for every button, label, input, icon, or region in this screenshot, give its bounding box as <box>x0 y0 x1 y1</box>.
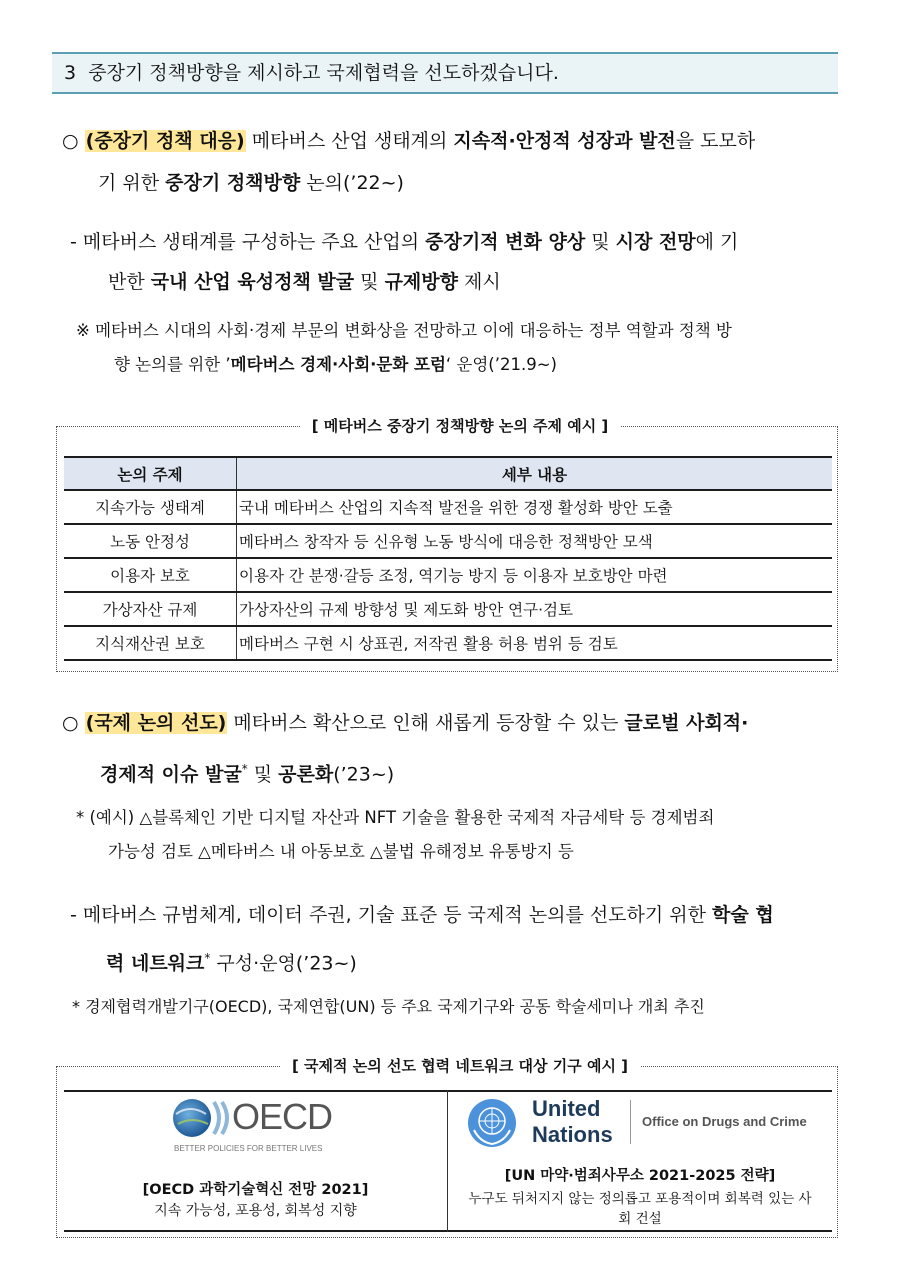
bullet1-text2: 을 도모하 <box>675 130 756 152</box>
topics-caption: [ 메타버스 중장기 정책방향 논의 주제 예시 ] <box>300 417 621 435</box>
bullet2-text: 메타버스 확산으로 인해 새롭게 등장할 수 있는 <box>227 712 625 734</box>
dash: - <box>70 904 77 926</box>
sub2-text: 메타버스 규범체계, 데이터 주권, 기술 표준 등 국제적 논의를 선도하기 위한 <box>76 904 713 926</box>
bullet1-line2-a: 기 위한 <box>98 172 166 194</box>
bullet2-bold2: 경제적 이슈 발굴 <box>100 763 242 786</box>
sub2-bold1: 학술 협 <box>712 904 774 926</box>
sub2-bold2: 력 네트워크 <box>106 952 205 975</box>
orgs-caption-wrap <box>0 1055 900 1076</box>
note2-line1: * (예시) △블록체인 기반 디지털 자산과 NFT 기술을 활용한 국제적 자금세탁 등 경제범죄 <box>76 808 715 827</box>
section-number: 3 <box>64 62 77 84</box>
note1-l2b: ‘ 운영(’21.9~) <box>445 355 557 374</box>
note1-line2 <box>114 351 557 379</box>
sub2-line1 <box>70 900 774 930</box>
sub1-l2b: 및 <box>354 271 385 293</box>
oecd-logo-text: OECD <box>232 1096 333 1137</box>
un-desc-line2: 회 건설 <box>618 1211 662 1227</box>
sub1-text1: 메타버스 생태계를 구성하는 주요 산업의 <box>76 231 426 253</box>
topics-header-detail: 세부 내용 <box>237 457 833 490</box>
bullet2-l2b: (’23~) <box>333 763 395 786</box>
un-logo-line2: Nations <box>532 1122 613 1147</box>
detail-cell: 이용자 간 분쟁·갈등 조정, 역기능 방지 등 이용자 보호방안 마련 <box>237 558 833 592</box>
topics-header-row <box>64 457 832 490</box>
table-row <box>64 558 832 592</box>
topic-cell: 지속가능 생태계 <box>64 490 237 524</box>
bullet2-bold3: 공론화 <box>278 763 334 786</box>
bullet2-bold1: 글로벌 사회적· <box>624 712 749 734</box>
note1-text: 메타버스 시대의 사회·경제 부문의 변화상을 전망하고 이에 대응하는 정부 역할과 정책 방 <box>89 321 732 340</box>
reference-mark: ※ <box>76 321 90 340</box>
sub1-bold1: 중장기적 변화 양상 <box>425 231 586 253</box>
detail-cell: 메타버스 창작자 등 신유형 노동 방식에 대응한 정책방안 모색 <box>237 524 833 558</box>
table-row <box>64 524 832 558</box>
detail-cell: 메타버스 구현 시 상표권, 저작권 활용 허용 범위 등 검토 <box>237 626 833 660</box>
oecd-logo <box>170 1094 350 1158</box>
footnote-mark: * <box>204 951 211 965</box>
oecd-desc: 지속 가능성, 포용성, 회복성 지향 <box>154 1203 357 1219</box>
bullet-circle: ○ <box>62 130 79 152</box>
bullet1-line1 <box>62 126 755 156</box>
sub1-l2a: 반한 <box>108 271 151 293</box>
un-logo-line1: United <box>532 1096 601 1121</box>
table-row <box>64 626 832 660</box>
topic-cell: 이용자 보호 <box>64 558 237 592</box>
table-row <box>64 592 832 626</box>
sub1-line1 <box>70 227 738 257</box>
un-logo-divider <box>630 1100 631 1144</box>
un-logo <box>462 1096 822 1152</box>
sub1-bold2: 시장 전망 <box>615 231 696 253</box>
detail-cell: 가상자산의 규제 방향성 및 제도화 방안 연구·검토 <box>237 592 833 626</box>
sub1-text2: 및 <box>585 231 616 253</box>
sub1-bold4: 규제방향 <box>384 271 458 293</box>
note1-bold: 메타버스 경제·사회·문화 포럼 <box>230 355 446 374</box>
bullet1-line2-b: 논의(’22~) <box>300 172 404 194</box>
section-title <box>64 58 559 88</box>
bullet2-line2 <box>100 754 394 789</box>
sub1-l2c: 제시 <box>458 271 501 293</box>
topics-table <box>64 456 832 661</box>
topic-cell: 지식재산권 보호 <box>64 626 237 660</box>
note1-line1 <box>76 317 732 345</box>
bullet2-tag: (국제 논의 선도) <box>85 712 227 734</box>
bullet2-line1 <box>62 708 748 738</box>
un-emblem-icon <box>462 1096 522 1150</box>
dash: - <box>70 231 77 253</box>
note1-l2a: 향 논의를 위한 ’ <box>114 355 231 374</box>
oecd-tagline: BETTER POLICIES FOR BETTER LIVES <box>174 1144 323 1153</box>
bullet1-bold2: 중장기 정책방향 <box>165 172 301 194</box>
topic-cell: 가상자산 규제 <box>64 592 237 626</box>
sub2-l2: 구성·운영(’23~) <box>210 952 357 975</box>
bullet1-line2 <box>98 168 404 198</box>
table-row <box>64 490 832 524</box>
bullet2-l2a: 및 <box>247 763 279 786</box>
sub1-line2 <box>108 267 501 297</box>
bullet-circle: ○ <box>62 712 79 734</box>
note2-line2: 가능성 검토 △메타버스 내 아동보호 △불법 유해정보 유통방지 등 <box>108 842 574 861</box>
section-title-text: 중장기 정책방향을 제시하고 국제협력을 선도하겠습니다. <box>88 62 559 84</box>
bullet1-text: 메타버스 산업 생태계의 <box>245 130 454 152</box>
footnote-mark: * <box>241 762 248 776</box>
un-office: Office on Drugs and Crime <box>642 1114 807 1129</box>
note3: * 경제협력개발기구(OECD), 국제연합(UN) 등 주요 국제기구와 공동 학술세미나 개최 추진 <box>72 997 705 1016</box>
oecd-title: [OECD 과학기술혁신 전망 2021] <box>142 1182 369 1198</box>
sub1-text3: 에 기 <box>695 231 739 253</box>
orgs-caption: [ 국제적 논의 선도 협력 네트워크 대상 기구 예시 ] <box>280 1057 640 1075</box>
sub1-bold3: 국내 산업 육성정책 발굴 <box>150 271 355 293</box>
topic-cell: 노동 안정성 <box>64 524 237 558</box>
topics-caption-wrap <box>0 415 900 436</box>
topics-header-topic: 논의 주제 <box>64 457 237 490</box>
bullet1-tag: (중장기 정책 대응) <box>85 130 245 152</box>
detail-cell: 국내 메타버스 산업의 지속적 발전을 위한 경쟁 활성화 방안 도출 <box>237 490 833 524</box>
un-desc-line1: 누구도 뒤처지지 않는 정의롭고 포용적이며 회복력 있는 사 <box>468 1191 812 1207</box>
bullet1-bold1: 지속적·안정적 성장과 발전 <box>453 130 676 152</box>
sub2-line2 <box>106 943 357 978</box>
un-title: [UN 마약·범죄사무소 2021-2025 전략] <box>504 1168 776 1184</box>
